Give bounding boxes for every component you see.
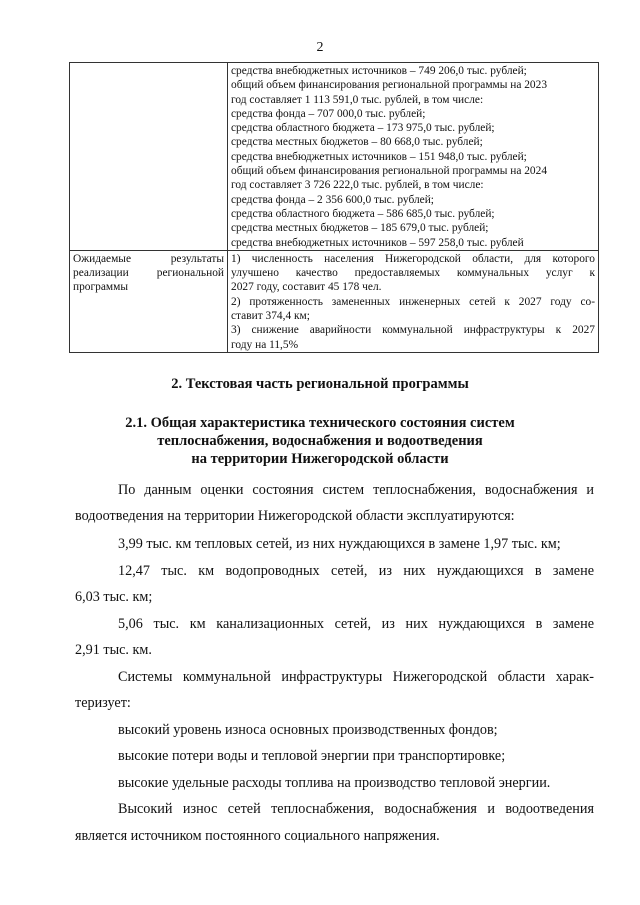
page-number: 2	[316, 40, 324, 55]
paragraph-line: водоотведения на территории Нижегородской области эксплуатируются:	[75, 508, 515, 524]
table-cell-empty	[70, 63, 228, 251]
table-row	[70, 63, 599, 251]
financing-line: средства местных бюджетов – 80 668,0 тыс. рублей;	[231, 136, 483, 149]
financing-line: средства местных бюджетов – 185 679,0 тыс. рублей;	[231, 222, 489, 235]
paragraph-line: является источником постоянного социального напряжения.	[75, 828, 440, 844]
list-item: 3,99 тыс. км тепловых сетей, из них нуждающихся в замене 1,97 тыс. км;	[118, 536, 561, 552]
subsection-title-line: 2.1. Общая характеристика технического состояния систем	[125, 415, 515, 431]
paragraph-line: теризует:	[75, 695, 131, 711]
section-title: 2. Текстовая часть региональной программы	[171, 376, 469, 392]
results-label-line: реализации региональной	[73, 267, 224, 280]
results-line: ставит 374,4 км;	[231, 310, 310, 323]
results-label-line: Ожидаемые результаты	[73, 252, 224, 265]
paragraph-line: Системы коммунальной инфраструктуры Нижегородской области харак-	[118, 669, 594, 685]
list-item: 12,47 тыс. км водопроводных сетей, из них нуждающихся в замене	[118, 563, 594, 579]
results-line: 3) снижение аварийности коммунальной инфраструктуры к 2027	[231, 324, 595, 337]
subsection-title-line: на территории Нижегородской области	[191, 451, 449, 467]
results-line: 1) численность населения Нижегородской области, для которого	[231, 252, 595, 265]
results-line: году на 11,5%	[231, 338, 299, 351]
financing-line: средства фонда – 707 000,0 тыс. рублей;	[231, 107, 426, 120]
list-item: высокие удельные расходы топлива на производство тепловой энергии.	[118, 775, 551, 791]
financing-line: средства внебюджетных источников – 597 258,0 тыс. рублей	[231, 236, 524, 249]
financing-line: средства областного бюджета – 173 975,0 тыс. рублей;	[231, 122, 495, 135]
results-line: улучшено качество предоставляемых коммунальных услуг к	[231, 267, 595, 280]
financing-line: год составляет 1 113 591,0 тыс. рублей, в том числе:	[231, 93, 484, 106]
results-line: 2027 году, составит 45 178 чел.	[231, 281, 382, 294]
program-passport-table	[69, 62, 599, 353]
financing-line: средства областного бюджета – 586 685,0 тыс. рублей;	[231, 207, 495, 220]
financing-cell	[228, 63, 599, 251]
financing-line: средства внебюджетных источников – 749 206,0 тыс. рублей;	[231, 65, 527, 77]
list-item-continuation: 2,91 тыс. км.	[75, 642, 152, 658]
list-item: 5,06 тыс. км канализационных сетей, из них нуждающихся в замене	[118, 616, 594, 632]
list-item-continuation: 6,03 тыс. км;	[75, 589, 153, 605]
financing-line: общий объем финансирования региональной программы на 2023	[231, 79, 548, 92]
subsection-title-line: теплоснабжения, водоснабжения и водоотведения	[157, 433, 483, 449]
list-item: высокие потери воды и тепловой энергии при транспортировке;	[118, 748, 506, 764]
paragraph-line: По данным оценки состояния систем теплоснабжения, водоснабжения и	[118, 482, 594, 498]
paragraph-line: Высокий износ сетей теплоснабжения, водоснабжения и водоотведения	[118, 801, 594, 817]
results-line: 2) протяженность замененных инженерных сетей к 2027 году со-	[231, 295, 595, 308]
results-label-line: программы	[73, 281, 128, 294]
financing-line: общий объем финансирования региональной программы на 2024	[231, 165, 548, 178]
subsection-title	[0, 414, 640, 468]
list-item: высокий уровень износа основных производственных фондов;	[118, 722, 498, 738]
financing-line: средства фонда – 2 356 600,0 тыс. рублей;	[231, 193, 434, 206]
financing-line: год составляет 3 726 222,0 тыс. рублей, в том числе:	[231, 179, 484, 192]
financing-line: средства внебюджетных источников – 151 948,0 тыс. рублей;	[231, 150, 527, 163]
results-cell	[228, 250, 599, 352]
table-row	[70, 250, 599, 352]
results-label-cell	[70, 250, 228, 352]
